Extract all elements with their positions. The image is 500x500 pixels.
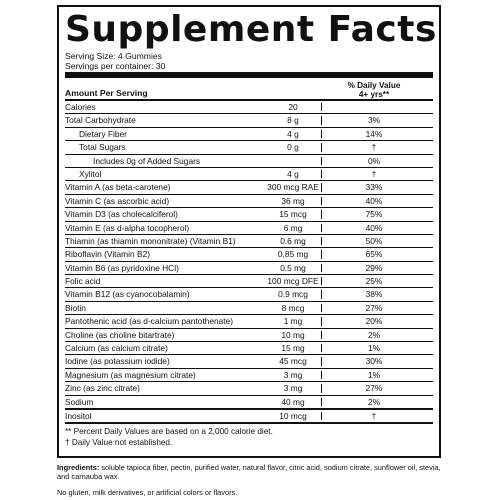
daily-value-header (321, 82, 427, 99)
nutrient-amount: 36 mg (281, 195, 305, 206)
nutrient-name: Vitamin A (as beta-carotene) (65, 182, 171, 193)
nutrient-amount: 3 mg (283, 369, 303, 380)
nutrient-daily-value: 27% (365, 383, 383, 394)
nutrient-name: Thiamin (as thiamin mononitrate) (Vitamin B1) (65, 235, 236, 246)
table-row (65, 342, 433, 355)
nutrient-amount: 300 mcg RAE (267, 182, 319, 193)
nutrient-name: Biotin (65, 302, 86, 313)
table-row (65, 101, 433, 114)
table-row (65, 315, 433, 328)
nutrient-amount: 15 mcg (279, 209, 307, 220)
nutrient-daily-value: 38% (365, 289, 383, 300)
table-row (65, 302, 433, 315)
nutrient-name: Vitamin D3 (as cholecalciferol) (65, 209, 178, 220)
supplement-facts-panel (57, 5, 441, 458)
table-header (65, 78, 433, 101)
table-row (65, 410, 433, 424)
table-row (65, 222, 433, 235)
table-row (65, 262, 433, 275)
nutrient-name: Pantothenic acid (as d-calcium pantothenate) (65, 316, 234, 327)
nutrient-daily-value: 33% (365, 182, 383, 193)
table-row (65, 195, 433, 208)
table-row (65, 396, 433, 410)
dagger-footnote: † Daily Value not established. (65, 437, 173, 447)
column-divider (321, 103, 322, 111)
nutrient-amount: 0.9 mcg (278, 289, 308, 300)
nutrient-name: Iodine (as potassium iodide) (65, 356, 170, 367)
nutrient-name: Total Carbohydrate (65, 115, 136, 126)
nutrient-amount: 0.85 mg (277, 249, 309, 260)
nutrient-daily-value: 30% (365, 356, 383, 367)
nutrient-name: Folic acid (65, 276, 101, 287)
nutrient-daily-value: 20% (365, 316, 383, 327)
table-row (65, 355, 433, 368)
amount-per-serving-header: Amount Per Serving (65, 88, 148, 98)
daily-value-header-line1: % Daily Value (347, 81, 401, 90)
nutrient-amount: 8 g (287, 115, 299, 126)
nutrient-daily-value: 2% (367, 329, 381, 340)
nutrient-daily-value: † (371, 168, 377, 179)
table-row (65, 114, 433, 127)
nutrient-amount: 45 mcg (279, 356, 307, 367)
ingredients-text: soluble tapioca fiber, pectin, purified water, natural flavor, citric acid, sodium citrate, sunflower oil, stevia, and carnauba wax. (57, 463, 441, 481)
nutrient-name: Riboflavin (Vitamin B2) (65, 249, 151, 260)
nutrient-amount: 4 g (287, 128, 299, 139)
nutrient-daily-value: † (371, 410, 377, 421)
nutrient-daily-value: 65% (365, 249, 383, 260)
nutrient-amount: 0.6 mg (280, 235, 306, 246)
ingredients-statement (57, 464, 441, 482)
nutrient-name: Calcium (as calcium citrate) (65, 343, 168, 354)
table-row (65, 235, 433, 248)
nutrient-name: Vitamin B6 (as pyridoxine HCl) (65, 262, 179, 273)
table-row (65, 329, 433, 342)
nutrient-name: Xylitol (79, 168, 102, 179)
nutrient-daily-value: 0% (367, 155, 381, 166)
nutrient-name: Vitamin B12 (as cyanocobalamin) (65, 289, 190, 300)
table-row (65, 141, 433, 154)
nutrient-name: Vitamin E (as d-alpha tocopherol) (65, 222, 190, 233)
nutrient-amount: 10 mg (281, 329, 305, 340)
free-from-statement: No gluten, milk derivatives, or artificial colors or flavors. (57, 488, 238, 497)
table-row (65, 288, 433, 301)
nutrient-amount: 20 (288, 102, 298, 112)
table-row (65, 155, 433, 168)
nutrient-amount: 0.5 mg (280, 262, 306, 273)
nutrient-amount: 3 mg (283, 383, 303, 394)
nutrient-amount: 4 g (287, 168, 299, 179)
nutrient-amount: 100 mcg DFE (267, 276, 319, 287)
nutrient-daily-value: † (371, 142, 377, 153)
nutrient-daily-value: 1% (367, 369, 381, 380)
nutrient-amount: 6 mg (283, 222, 303, 233)
nutrient-amount: 1 mg (283, 316, 303, 327)
nutrient-name: Magnesium (as magnesium citrate) (65, 369, 196, 380)
nutrient-name: Total Sugars (79, 142, 126, 153)
nutrient-name: Inositol (65, 410, 92, 421)
nutrient-amount: 40 mg (281, 396, 305, 407)
nutrient-name: Vitamin C (as ascorbic acid) (65, 195, 170, 206)
nutrient-amount: 0 g (287, 142, 299, 153)
nutrient-daily-value: 75% (365, 209, 383, 220)
table-row (65, 369, 433, 382)
nutrient-name: Sodium (65, 396, 94, 407)
nutrient-name: Calories (65, 102, 96, 112)
nutrient-daily-value: 40% (365, 195, 383, 206)
nutrient-name: Zinc (as zinc citrate) (65, 383, 140, 394)
table-row (65, 181, 433, 194)
serving-size: Serving Size: 4 Gummies (65, 51, 162, 61)
nutrient-daily-value: 27% (365, 302, 383, 313)
nutrient-amount: 8 mcg (281, 302, 305, 313)
panel-title: Supplement Facts (65, 9, 437, 50)
nutrient-rows (65, 101, 433, 424)
table-row (65, 382, 433, 395)
daily-value-footnote: ** Percent Daily Values are based on a 2,000 calorie diet. (65, 427, 273, 437)
nutrient-name: Choline (as choline bitartrate) (65, 329, 175, 340)
footnotes (65, 427, 433, 448)
table-row (65, 208, 433, 221)
nutrient-amount: 15 mg (281, 343, 305, 354)
servings-per-container: Servings per container: 30 (65, 61, 166, 71)
nutrient-daily-value: 3% (367, 115, 381, 126)
nutrient-daily-value: 50% (365, 235, 383, 246)
nutrient-daily-value: 40% (365, 222, 383, 233)
nutrient-daily-value: 25% (365, 276, 383, 287)
table-row (65, 248, 433, 261)
nutrient-amount: 10 mcg (279, 410, 307, 421)
daily-value-header-line2: 4+ yrs** (358, 89, 390, 99)
nutrient-daily-value: 14% (365, 128, 383, 139)
nutrient-daily-value: 2% (367, 396, 381, 407)
table-row (65, 168, 433, 181)
nutrient-daily-value: 1% (367, 343, 381, 354)
ingredients-label: Ingredients: (57, 463, 100, 472)
table-row (65, 128, 433, 141)
nutrient-daily-value: 29% (365, 262, 383, 273)
nutrient-name: Includes 0g of Added Sugars (93, 155, 201, 166)
nutrient-name: Dietary Fiber (79, 128, 127, 139)
table-row (65, 275, 433, 288)
